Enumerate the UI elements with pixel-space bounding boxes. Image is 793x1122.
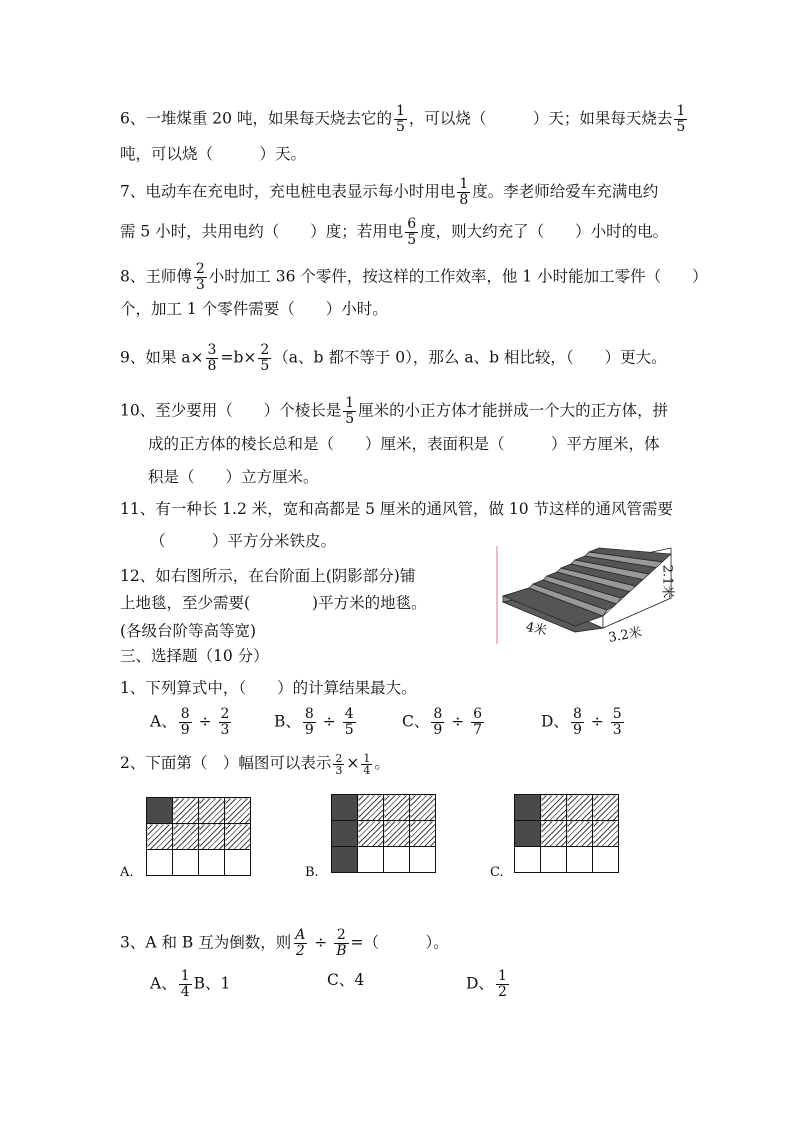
c1-option-d: D、 $\frac{8}{9}$ ÷ $\frac{5}{3}$ — [541, 706, 622, 738]
option-b-label: B. — [305, 865, 319, 880]
c1-question: 1、下列算式中，（ ）的计算结果最大。 — [120, 679, 417, 697]
c3-option-c: C、4 — [327, 971, 365, 989]
q8-line2: 个，加工 1 个零件需要（ ）小时。 — [120, 300, 388, 318]
q12-line3: (各级台阶等高等宽) — [120, 622, 257, 640]
fraction: $\frac{6}{5}$ — [407, 216, 417, 248]
q6-line1: 6、一堆煤重 20 吨，如果每天烧去它的 $\frac{1}{5}$ ，可以烧（ ）天；如果每天烧去 $\frac{1}{5}$ — [120, 103, 686, 135]
q7-line1: 7、电动车在充电时，充电桩电表显示每小时用电 $\frac{1}{8}$ 度。李老师给爱车充满电约 — [120, 176, 659, 208]
option-c-label: C. — [490, 865, 504, 880]
q6-line2: 吨，可以烧（ ）天。 — [120, 145, 307, 163]
q12-line2: 上地毯，至少需要( )平方米的地毯。 — [120, 594, 427, 612]
q10-line3: 积是（ ）立方厘米。 — [148, 468, 319, 486]
fraction: $\frac{3}{8}$ — [207, 342, 217, 374]
q11-line1: 11、有一种长 1.2 米，宽和高都是 5 厘米的通风管，做 10 节这样的通风管需要 — [120, 500, 674, 518]
c1-option-b: B、 $\frac{8}{9}$ ÷ $\frac{4}{5}$ — [274, 706, 354, 738]
q12-line1: 12、如右图所示，在台阶面上(阴影部分)铺 — [120, 567, 416, 585]
section-title: 三、选择题（10 分） — [120, 647, 269, 665]
fraction: $\frac{1}{5}$ — [395, 103, 405, 135]
c3-question: 3、A 和 B 互为倒数，则 $\frac{A}{2}$ ÷ $\frac{2}{B}$ =（ ）。 — [120, 927, 449, 959]
q11-line2: （ ）平方分米铁皮。 — [150, 532, 337, 550]
width-label: 4米 — [524, 619, 549, 640]
c3-options-ab: A、 $\frac{1}{4}$ B、1 — [150, 968, 231, 1000]
c1-option-c: C、 $\frac{8}{9}$ ÷ $\frac{6}{7}$ — [402, 706, 483, 738]
fraction: $\frac{1}{8}$ — [459, 176, 469, 208]
q10-line2: 成的正方体的棱长总和是（ ）厘米，表面积是（ ）平方厘米，体 — [148, 435, 660, 453]
fraction: $\frac{2}{3}$ — [195, 261, 205, 293]
stairs-figure — [495, 540, 675, 650]
length-label: 3.2米 — [607, 625, 644, 646]
c2-question: 2、下面第（ ）幅图可以表示 $\frac{2}{3}$ × $\frac{1}{4}$ 。 — [120, 751, 390, 777]
q7-line2: 需 5 小时，共用电约（ ）度；若用电 $\frac{6}{5}$ 度，则大约充了（ ）小时的电。 — [120, 216, 669, 248]
c1-option-a: A、 $\frac{8}{9}$ ÷ $\frac{2}{3}$ — [150, 706, 230, 738]
grid-b — [331, 794, 436, 873]
grid-c — [514, 794, 619, 873]
fraction: $\frac{1}{5}$ — [676, 103, 686, 135]
q8-line1: 8、王师傅 $\frac{2}{3}$ 小时加工 36 个零件，按这样的工作效率，他 1 小时能加工零件（ ） — [120, 261, 708, 293]
q9-line: 9、如果 a× $\frac{3}{8}$ =b× $\frac{2}{5}$ （a、b 都不等于 0），那么 a、b 相比较，（ ）更大。 — [120, 342, 667, 374]
fraction: $\frac{1}{5}$ — [345, 395, 355, 427]
option-a-label: A. — [120, 865, 134, 880]
fraction: $\frac{2}{5}$ — [260, 342, 270, 374]
q10-line1: 10、至少要用（ ）个棱长是 $\frac{1}{5}$ 厘米的小正方体才能拼成一个大的正方体，拼 — [120, 395, 669, 427]
height-label: 2.1米 — [659, 564, 675, 599]
c3-option-d: D、 $\frac{1}{2}$ — [466, 968, 507, 1000]
grid-a — [146, 797, 251, 876]
